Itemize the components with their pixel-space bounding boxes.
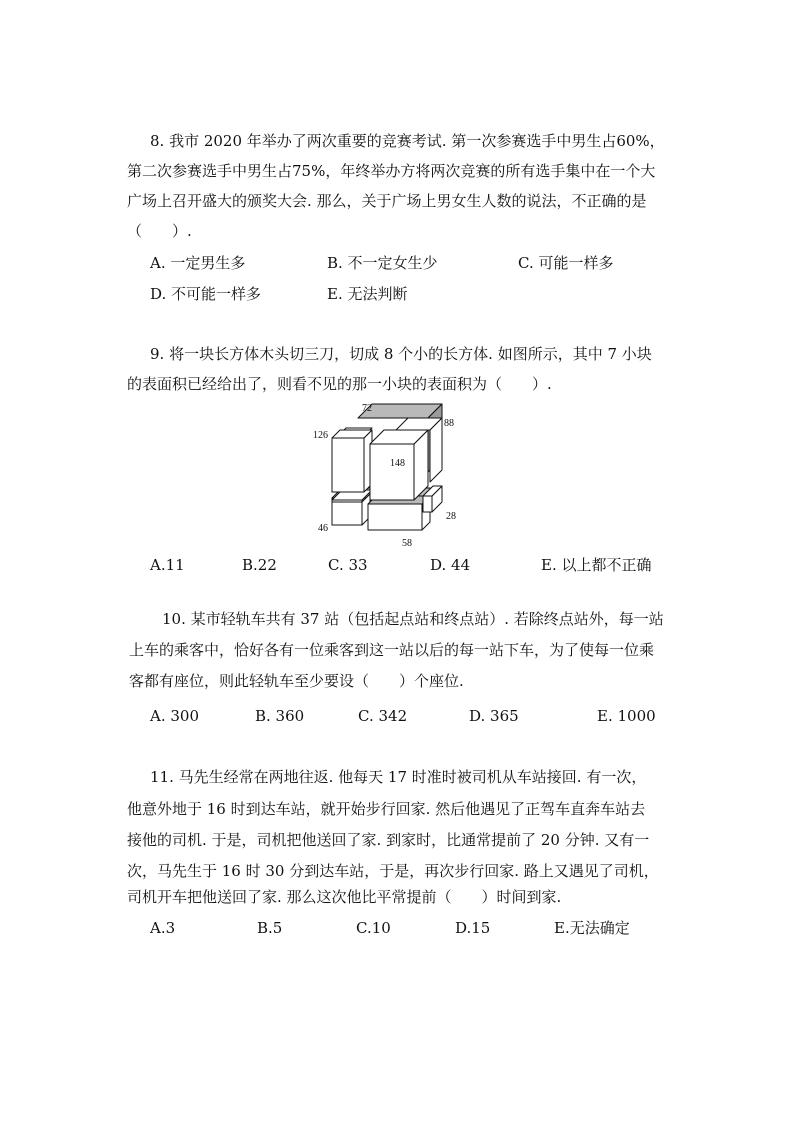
question-8-option-a: A. 一定男生多: [150, 254, 246, 272]
question-10-option-b: B. 360: [255, 707, 305, 725]
question-8-line-3: 广场上召开盛大的颁奖大会. 那么，关于广场上男女生人数的说法，不正确的是: [127, 192, 647, 210]
question-11-line-1: 11. 马先生经常在两地往返. 他每天 17 时准时被司机从车站接回. 有一次，: [150, 768, 647, 786]
question-11-line-4: 次，马先生于 16 时 30 分到达车站，于是，再次步行回家. 路上又遇见了司机，: [127, 862, 659, 880]
figure-label-72: 72: [362, 403, 372, 414]
figure-label-148: 148: [390, 458, 405, 469]
cube-cut-figure: [310, 400, 485, 550]
question-9-option-d: D. 44: [430, 556, 471, 574]
question-9-option-c: C. 33: [328, 556, 368, 574]
question-8-option-c: C. 可能一样多: [518, 254, 614, 272]
figure-label-58: 58: [402, 538, 412, 549]
question-11-option-b: B.5: [257, 919, 283, 937]
question-8-option-d: D. 不可能一样多: [150, 285, 262, 303]
question-9-option-e: E. 以上都不正确: [541, 556, 652, 574]
question-11-line-5: 司机开车把他送回了家. 那么这次他比平常提前（ ）时间到家.: [127, 888, 562, 906]
question-10-line-1: 10. 某市轻轨车共有 37 站（包括起点站和终点站）. 若除终点站外，每一站: [162, 610, 664, 628]
question-10-line-3: 客都有座位，则此轻轨车至少要设（ ）个座位.: [129, 672, 464, 690]
question-9-line-1: 9. 将一块长方体木头切三刀，切成 8 个小的长方体. 如图所示，其中 7 小块: [150, 345, 652, 363]
figure-label-88: 88: [444, 418, 454, 429]
question-9-option-a: A.11: [150, 556, 185, 574]
question-8-option-b: B. 不一定女生少: [327, 254, 438, 272]
question-10-option-a: A. 300: [150, 707, 199, 725]
question-10-option-e: E. 1000: [597, 707, 656, 725]
question-10-option-d: D. 365: [469, 707, 519, 725]
question-9-line-2: 的表面积已经给出了，则看不见的那一小块的表面积为（ ）.: [127, 375, 552, 393]
question-10-option-c: C. 342: [358, 707, 408, 725]
question-10-line-2: 上车的乘客中，恰好各有一位乘客到这一站以后的每一站下车，为了使每一位乘: [129, 641, 655, 659]
question-8-option-e: E. 无法判断: [327, 285, 408, 303]
question-11-option-d: D.15: [455, 919, 491, 937]
question-8-line-1: 8. 我市 2020 年举办了两次重要的竞赛考试. 第一次参赛选手中男生占60%，: [150, 132, 665, 150]
figure-label-28: 28: [446, 511, 456, 522]
question-11-option-e: E.无法确定: [554, 919, 630, 937]
question-11-option-a: A.3: [150, 919, 176, 937]
question-9-option-b: B.22: [242, 556, 277, 574]
figure-label-126: 126: [313, 430, 328, 441]
question-11-line-3: 接他的司机. 于是，司机把他送回了家. 到家时，比通常提前了 20 分钟. 又有一: [127, 831, 650, 849]
question-8-line-4: （ ）.: [127, 222, 192, 240]
question-11-option-c: C.10: [356, 919, 391, 937]
question-11-line-2: 他意外地于 16 时到达车站，就开始步行回家. 然后他遇见了正驾车直奔车站去: [127, 800, 646, 818]
question-8-line-2: 第二次参赛选手中男生占75%，年终举办方将两次竞赛的所有选手集中在一个大: [127, 162, 656, 180]
figure-label-46: 46: [318, 523, 328, 534]
